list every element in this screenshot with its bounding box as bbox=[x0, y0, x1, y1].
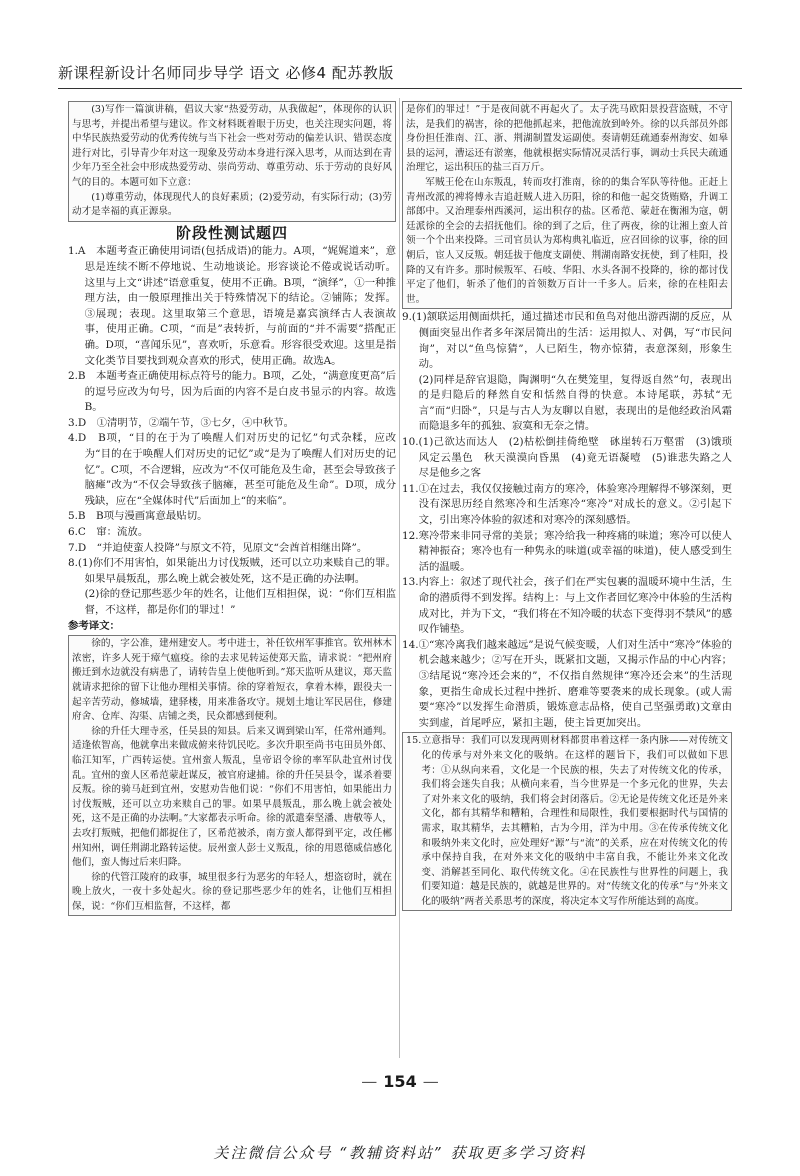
answer-10: 10.(1)己欲达而达人 (2)枯松倒挂倚绝壁 砯崖转石万壑雷 (3)饿琐风定云墨色 秋天漠漠向昏黑 (4)竟无语凝噎 (5)谁悲失路之人 尽是他乡之客 bbox=[402, 436, 743, 480]
answer-8-part1: 8.(1)你们不用害怕，如果能出力讨伐叛贼，还可以立功来赎自己的罪。如果早晨叛乱，那么晚上就会被处死，这不是正确的办法啊。 bbox=[68, 557, 396, 585]
footer-text: 关注微信公众号 “教辅资料站” 获取更多学习资料 bbox=[213, 1144, 587, 1162]
right-column bbox=[402, 100, 743, 912]
translation-continued-box bbox=[402, 101, 732, 309]
answer-3: 3.D ①清明节，②端午节，③七夕，④中秋节。 bbox=[68, 416, 295, 429]
answer-12: 12.寒冷带来非同寻常的美景；寒冷给我一种疼痛的味道；寒冷可以使人精神振奋；寒冷也有一种隽永的味道(或幸福的味道)，使人感受到生活的温暖。 bbox=[402, 529, 732, 573]
translation-paragraph-3: 徐的代管江陵府的政事，城里很多行为恶劣的年轻人，想盗窃时，就在晚上放火，一夜十多处起火。徐的登记那些恶少年的姓名，让他们互相担保，说：“你们互相监督，不这样，都 bbox=[72, 871, 392, 912]
answer-7: 7.D “并迫使蛮人投降”与原文不符，见原文“会酋首相继出降”。 bbox=[68, 541, 368, 554]
section-title: 阶段性测试题四 bbox=[175, 223, 288, 242]
answer-15: 15.立意指导：我们可以发现两则材料都贯串着这样一条内脉——对传统文化的传承与对外来文化的吸纳。在这样的题旨下，我们可以做如下思考：①从纵向来看，文化是一个民族的根，失去了对传统文化的传承，我们将会迷失自我；从横向来看，当今世界是一个多元化的世界，失去了对外来文化的吸纳，我们将会封闭落后。②无论是传统文化还是外来文化，都有其精华和糟粕，合理性和局限性，我们要根据时代与国情的需求，取其精华，去其糟粕，古为今用，洋为中用。③在传承传统文化和吸纳外来文化时，应处理好“源”与“流”的关系，应在对传统文化的传承中保持自我，在对外来文化的吸纳中丰富自我，不能让外来文化改变、消解甚至同化、取代传统文化。④在民族性与世界性的问题上，我们要知道：越是民族的，就越是世界的。对“传统文化的传承”与“外来文化的吸纳”两者关系思考的深度，将决定本文写作所能达到的高度。 bbox=[406, 735, 728, 907]
translation-continued-2: 军贼王伦在山东叛乱，转而攻打淮南，徐的的集合军队等待他。正赶上青州改派的裨将傅永吉追赶贼人进入历阳，徐的和他一起交货贿赂，升调工部郎中。又治理泰州西溪河，运出积存的盐。区希范、蒙赶在衡湘为寇，朝廷派徐的全会的去招抚他们。徐的到了之后，住了两夜，徐的让湘上蛮人首领一个个出来投降。三司官员认为郑构典礼临近，应召回徐的议事，徐的回朝后，宦人又反叛。朝廷拔于他度支副使、荆湖南路安抚使，到了桂阳，投降的又有许多。那时候叛军、石岐、华阳、水头各洞不投降的，徐的都讨伐平定了他们，斩杀了他们的首领数万百计一千多人。后来，徐的在桂阳去世。 bbox=[406, 176, 728, 305]
book-title: 新课程新设计名师同步导学 语文 必修4 配苏教版 bbox=[58, 64, 394, 82]
answer-13: 13.内容上：叙述了现代社会，孩子们在严实包裹的温暖环境中生活，生命的潜质得不到发挥。结构上：与上文作者回忆寒冷中体验的生活构成对比，并为下文，“我们将在不知冷暖的状态下变得羽不禁风”的感叹作铺垫。 bbox=[402, 576, 732, 636]
answer-8-part2: (2)徐的登记那些恶少年的姓名，让他们互相担保，说：“你们互相监督，不这样，都是你们的罪过！” bbox=[84, 588, 396, 616]
answer-14: 14.①“寒冷离我们越来越远”是说气候变暖，人们对生活中“寒冷”体验的机会越来越少；②写在开头，既紧扣文题，又揭示作品的中心内容；③结尾说“寒冷还会来的”，不仅指自然规律“寒冷还会来”的生活现象，更指生命成长过程中挫折、磨难等要袭来的成长现象。(或人需要“寒冷”以发挥生命潜质，锻炼意志品格，使自己坚强勇敢)文章由实到虚，首尾呼应，紧扣主题，使主旨更加突出。 bbox=[402, 638, 732, 729]
answer-5: 5.B B项与漫画寓意最贴切。 bbox=[68, 510, 208, 523]
reference-translation-box bbox=[68, 635, 396, 916]
translation-paragraph-1: 徐的，字公准，建州建安人。考中进士，补任钦州军事推官。钦州林木浓密，许多人死于瘴气瘟疫。徐的去求见转运使郑天监，请求说：“把州府搬迁到水边就没有病患了，请转告皇上使他听到。”郑天监听从建议，郑天监就请求把徐的留下让他办理相关事情。徐的穿着短衣，拿着木棒，跟役夫一起辛苦劳动，修城墙，建驿楼，用来准备攻守。规划土地让军民居住，修建府舍、仓库、沟渠、店铺之类，民众都感到便利。 bbox=[72, 638, 392, 723]
answer-2: 2.B 本题考查正确使用标点符号的能力。B项，乙处，“满意度更高”后的逗号应改为句号，因为后面的内容不是白皮书显示的内容。故选B。 bbox=[68, 370, 396, 414]
page-header bbox=[58, 58, 742, 89]
essay-guidance-text: (3)写作一篇演讲稿，倡议大家“热爱劳动，从我做起”，体现你的认识与思考，并提出希望与建议。作文材料既着眼于历史，也关注现实问题，将中华民族热爱劳动的优秀传统与当下社会一些对劳动的偏差认识、错误态度进行对比，引导青少年对这一现象及劳动本身进行深入思考，从而达到在青少年乃至全社会中形成热爱劳动、崇尚劳动、尊重劳动、乐于劳动的良好风气的目的。本题可如下立意： bbox=[72, 104, 392, 188]
translation-paragraph-2: 徐的升任大理寺丞，任吴县的知县。后来又调到梁山军，任常州通判。适逢侬智高，他就拿出来做成俯来待饥民吃。多次升职至尚书屯田员外郎、临江知军，广西转运使。宜州蛮人叛乱，皇帝诏令徐的率军队赴宜州讨伐乱。宜州的蛮人区希范蒙赶谋反，被官府逮捕。徐的升任吴县令，谋杀着要反叛。徐的骑马赶到宜州，安慰劝告他们说：“你们不用害怕，如果能出力讨伐叛贼，还可以立功来赎自己的罪。如果早晨叛乱，那么晚上就会被处死，这不是正确的办法啊。”大家都表示听命。徐的派遣秦坚潘、唐敬等人，去攻打叛贼，把他们都捉住了，区希范被杀，南方蛮人都得到平定，改任郴州知州，调任荆湖北路转运使。辰州蛮人彭士义叛乱，徐的用恩德威信感化他们，蛮人悔过后来归降。 bbox=[72, 725, 392, 869]
translation-continued-1: 是你们的罪过！”于是夜间就不再起火了。太子洗马欧阳景投营盗贼，不守法，是我们的祸害，徐的把他抓起来，把他流放到岭外。徐的以兵部员外郎身份担任淮南、江、浙、荆湖制置发运副使。奏请朝廷疏通泰州海安、如皋县的运河，漕运还有淤塞，他就根据实际情况灵活行事，调动士兵民夫疏通治理它，运出积压的盐三百万斤。 bbox=[406, 104, 728, 174]
answer-9-part1: 9.(1)颔联运用侧面烘托，通过描述市民和鱼鸟对他出游西湖的反应，从侧面突显出作者多年深居简出的生活：运用拟人、对偶，写“市民问询”，对以“鱼鸟惊猜”，人已陌生，物亦惊猜，表意深刻，形象生动。 bbox=[402, 311, 732, 371]
answer-1: 1.A 本题考查正确使用词语(包括成语)的能力。A项，“娓娓道来”，意思是连续不断不停地说、生动地谈论。形容谈论不倦或说话动听。这里与上文“讲述”语意重复，使用不正确。B项，“演绎”，①一种推理方法，由一般原理推出关于特殊情况下的结论。②铺陈；发挥。③展现；表现。这里取第三个意思，语境是嘉宾演绎古人表演故事，使用正确。C项，“而是”表转折，与前面的“并不需要”搭配正确。D项，“喜闻乐见”，喜欢听，乐意看。形容很受欢迎。这里是指文化类节目要找到观众喜欢的形式，使用正确。故选A。 bbox=[68, 245, 396, 367]
page-number-value: 154 bbox=[383, 1072, 417, 1091]
essay-guidance-points: (1)尊重劳动，体现现代人的良好素质；(2)爱劳动，有实际行动；(3)劳动才是幸福的真正源泉。 bbox=[72, 191, 392, 218]
answer-9-part2: (2)同样是辞官退隐，陶渊明“久在樊笼里，复得返自然”句，表现出的是归隐后的释然自安和恬然自得的快意。本诗尾联，苏轼“无言”而“归卧”，只是与古人为友聊以自慰，表现出的是他经政治风霜而隐退多年的孤独、寂寞和无奈之情。 bbox=[418, 373, 732, 433]
reference-translation-label: 参考译文： bbox=[68, 619, 120, 632]
answer-11: 11.①在过去，我仅仅接触过南方的寒冷，体验寒冷理解得不够深刻，更没有深思历经自然寒冷和生活寒冷“寒冷”对成长的意义。②引起下文，引出寒冷体验的叙述和对寒冷的深刻感悟。 bbox=[402, 482, 732, 527]
footer-watermark bbox=[0, 1142, 800, 1163]
essay-guidance-box bbox=[68, 101, 396, 222]
page-number: — 154 — bbox=[361, 1072, 439, 1091]
column-divider bbox=[399, 98, 400, 1058]
answer-15-box bbox=[402, 732, 732, 911]
answer-4: 4.D B项，“目的在于为了唤醒人们对历史的记忆”句式杂糅，应改为“目的在于唤醒人们对历史的记忆”或“是为了唤醒人们对历史的记忆”。C项，不合逻辑，应改为“不仅可能危及生命，甚至会导致孩子脑瘫”改为“不仅会导致孩子脑瘫，甚至可能危及生命”。D项，成分残缺，应在“全媒体时代”后面加上“的来临”。 bbox=[68, 432, 396, 507]
left-column bbox=[68, 100, 396, 917]
answer-6: 6.C 窜：流放。 bbox=[68, 526, 149, 539]
